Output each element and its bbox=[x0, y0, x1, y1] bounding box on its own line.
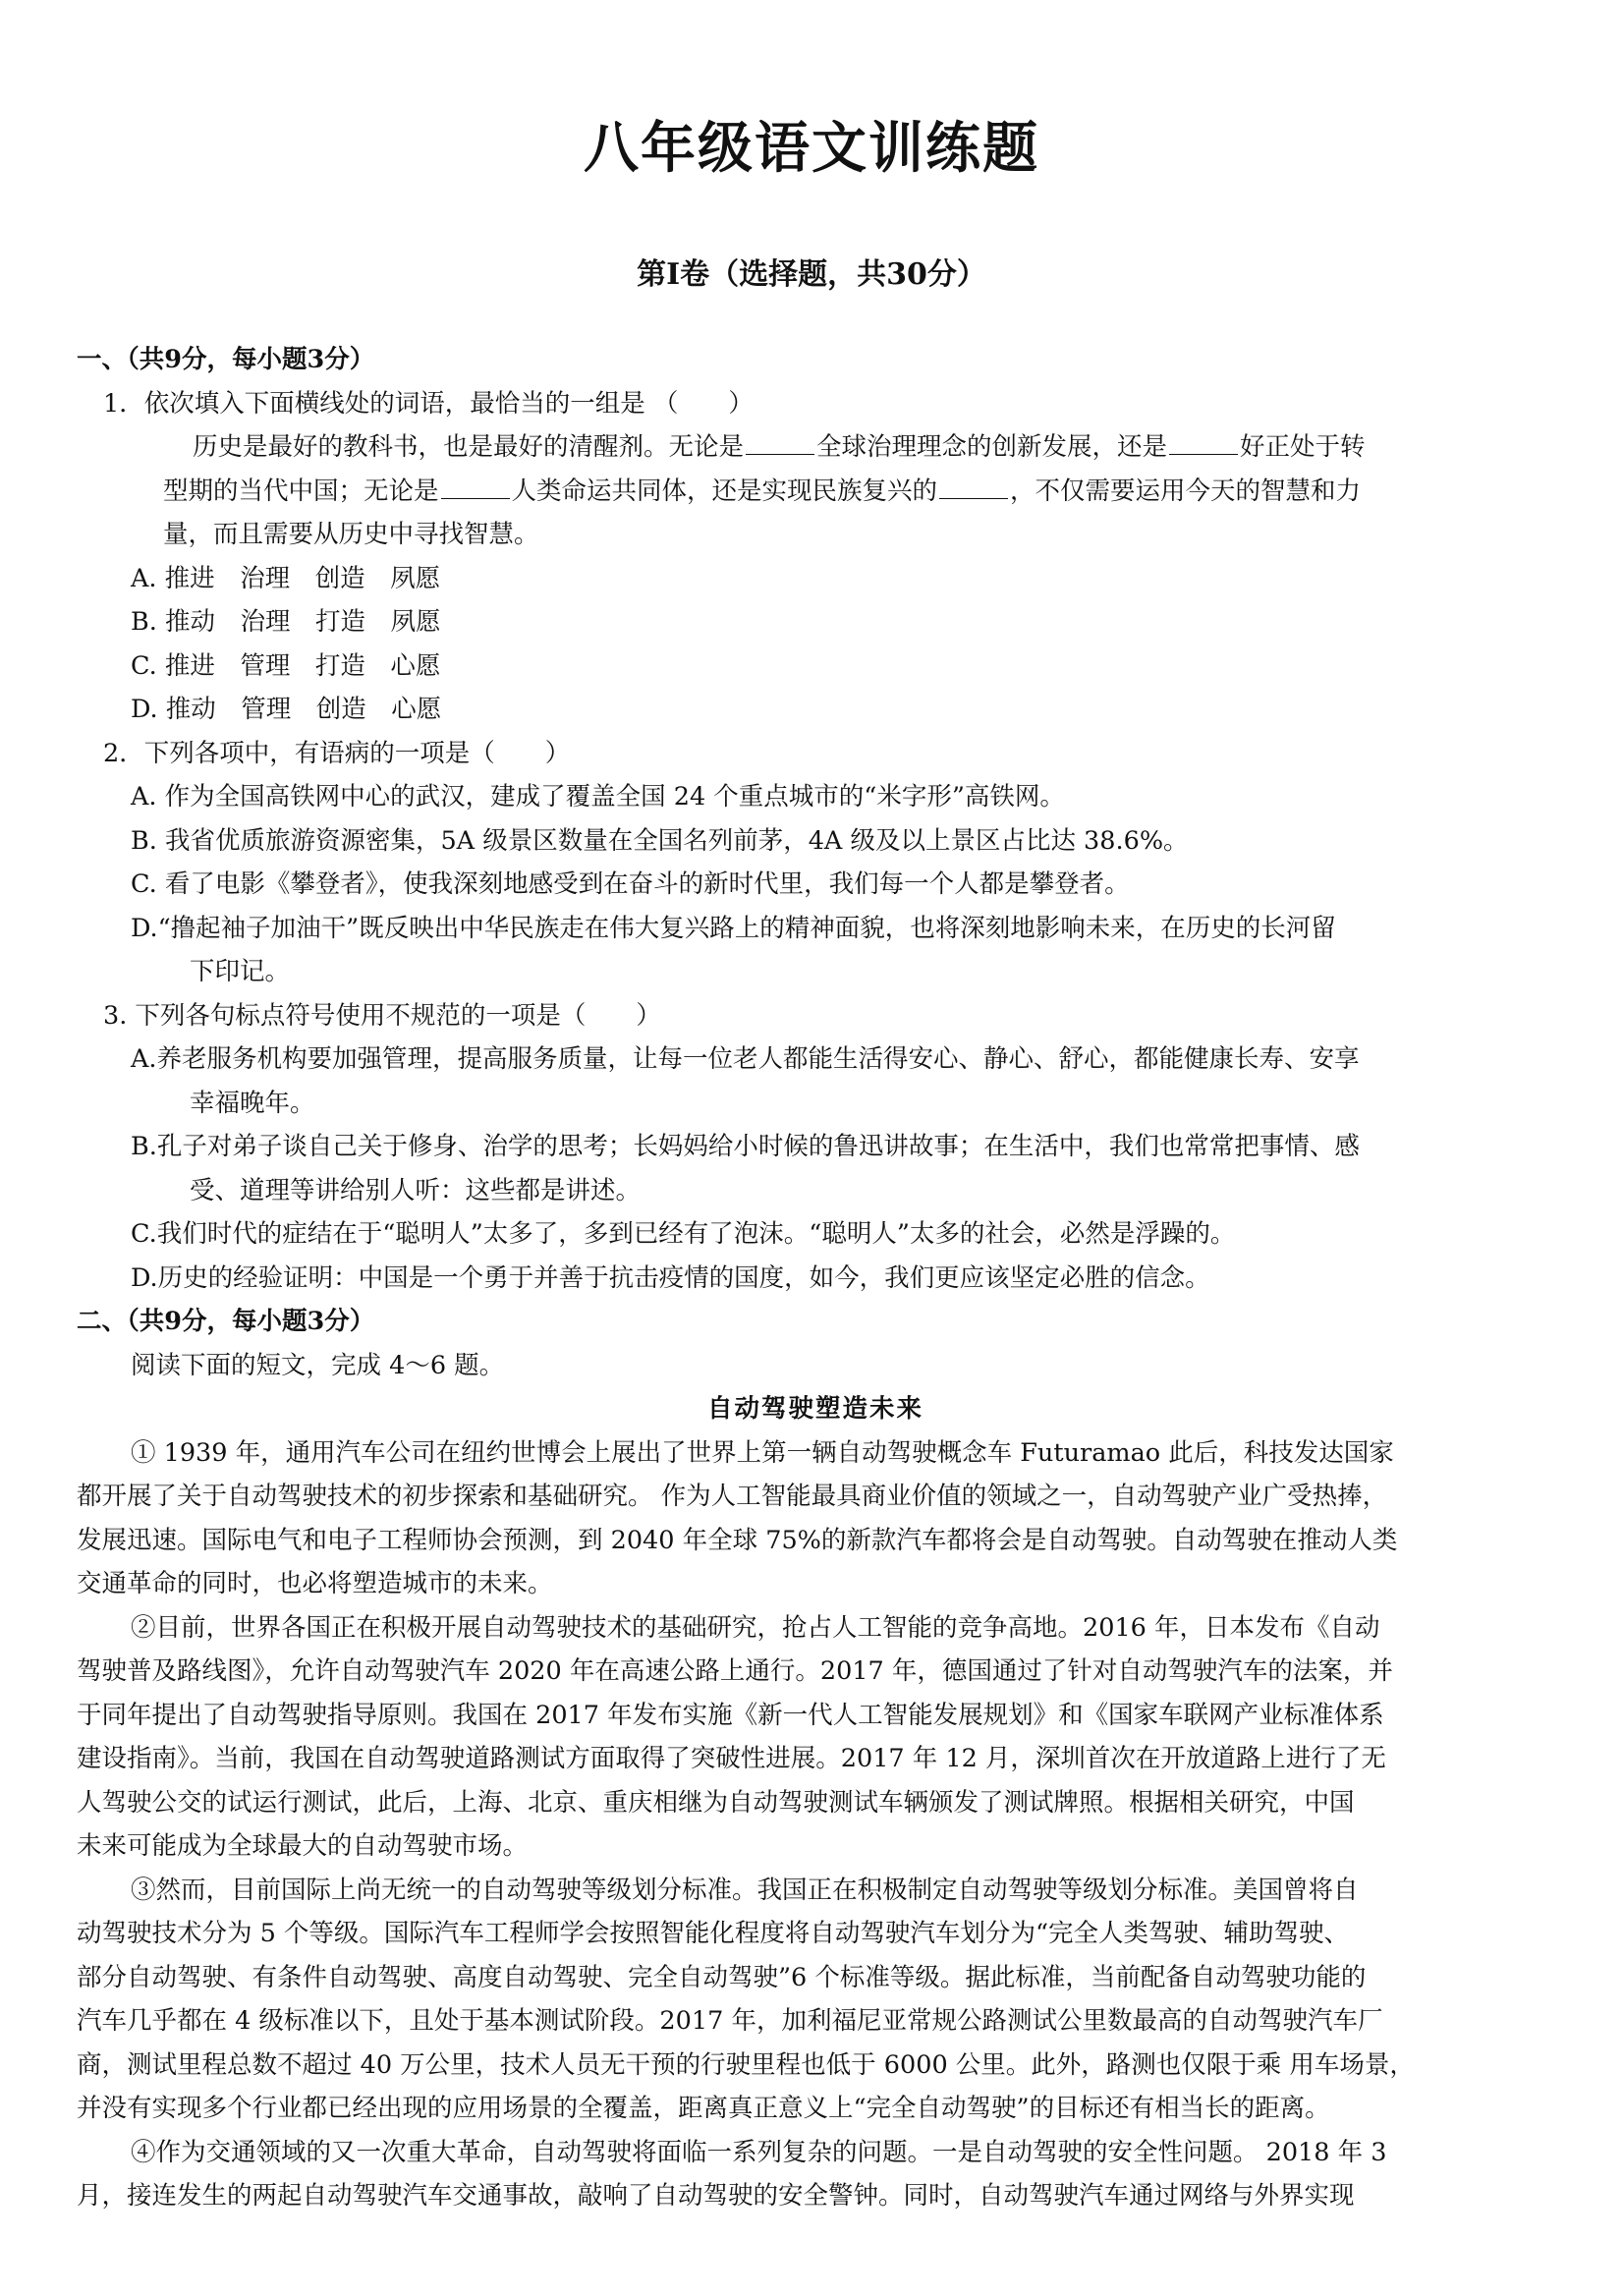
exam-content bbox=[77, 338, 1554, 2218]
option-continuation: 受、道理等讲给别人听：这些都是讲述。 bbox=[190, 1175, 642, 1205]
article-paragraph-line: 月，接连发生的两起自动驾驶汽车交通事故，敲响了自动驾驶的安全警钟。同时，自动驾驶汽车通过网络与外界实现 bbox=[77, 2181, 1355, 2211]
option: B. 我省优质旅游资源密集，5A 级景区数量在全国名列前茅，4A 级及以上景区占比达 38.6%。 bbox=[131, 825, 1189, 856]
article-paragraph-line: ④作为交通领域的又一次重大革命，自动驾驶将面临一系列复杂的问题。一是自动驾驶的安全性问题。 2018 年 3 bbox=[131, 2137, 1387, 2167]
option: C.我们时代的症结在于“聪明人”太多了，多到已经有了泡沫。“聪明人”太多的社会，必然是浮躁的。 bbox=[131, 1219, 1236, 1249]
question-3-stem: 3. 下列各句标点符号使用不规范的一项是（ ） bbox=[103, 1000, 661, 1031]
option-continuation: 下印记。 bbox=[190, 957, 291, 986]
article-body bbox=[77, 1431, 1554, 2218]
option: A. 推进 治理 创造 夙愿 bbox=[131, 563, 441, 593]
article-title: 自动驾驶塑造未来 bbox=[706, 1394, 923, 1424]
question-2-stem: 2．下列各项中，有语病的一项是（ ） bbox=[103, 738, 571, 768]
article-paragraph-line: 动驾驶技术分为 5 个等级。国际汽车工程师学会按照智能化程度将自动驾驶汽车划分为“完全人类驾驶、辅助驾驶、 bbox=[77, 1919, 1349, 1948]
article-paragraph-line: 未来可能成为全球最大的自动驾驶市场。 bbox=[77, 1831, 529, 1861]
article-paragraph-line: 驾驶普及路线图》，允许自动驾驶汽车 2020 年在高速公路上通行。2017 年，德国通过了针对自动驾驶汽车的法案，并 bbox=[77, 1656, 1393, 1686]
article-paragraph-line: 部分自动驾驶、有条件自动驾驶、高度自动驾驶、完全自动驾驶”6 个标准等级。据此标准，当前配备自动驾驶功能的 bbox=[77, 1962, 1367, 1992]
article-paragraph-line: 发展迅速。国际电气和电子工程师协会预测，到 2040 年全球 75%的新款汽车都将会是自动驾驶。自动驾驶在推动人类 bbox=[77, 1525, 1398, 1555]
option: C. 看了电影《攀登者》，使我深刻地感受到在奋斗的新时代里，我们每一个人都是攀登者。 bbox=[131, 869, 1130, 899]
question-1-stem: 1．依次填入下面横线处的词语，最恰当的一组是 （ ） bbox=[103, 388, 754, 419]
option: B.孔子对弟子谈自己关于修身、治学的思考；长妈妈给小时候的鲁迅讲故事；在生活中，我们也常常把事情、感 bbox=[131, 1132, 1360, 1161]
question-1-passage-line: 历史是最好的教科书，也是最好的清醒剂。无论是 全球治理理念的创新发展，还是 好正处于转 bbox=[77, 425, 1554, 470]
section-heading: 二、（共9分，每小题3分） bbox=[77, 1307, 375, 1336]
article-paragraph-line: 人驾驶公交的试运行测试，此后，上海、北京、重庆相继为自动驾驶测试车辆颁发了测试牌照。根据相关研究，中国 bbox=[77, 1787, 1355, 1818]
article-paragraph-line: ②目前，世界各国正在积极开展自动驾驶技术的基础研究，抢占人工智能的竞争高地。2016 年，日本发布《自动 bbox=[131, 1612, 1380, 1643]
option: D.“撸起袖子加油干”既反映出中华民族走在伟大复兴路上的精神面貌，也将深刻地影响未来，在历史的长河留 bbox=[131, 913, 1336, 943]
article-paragraph-line: 建设指南》。当前，我国在自动驾驶道路测试方面取得了突破性进展。2017 年 12 月，深圳首次在开放道路上进行了无 bbox=[77, 1744, 1386, 1773]
section-heading: 一、（共9分，每小题3分） bbox=[77, 345, 375, 374]
option: D.历史的经验证明：中国是一个勇于并善于抗击疫情的国度，如今，我们更应该坚定必胜的信念。 bbox=[131, 1262, 1210, 1293]
option: A. 作为全国高铁网中心的武汉，建成了覆盖全国 24 个重点城市的“米字形”高铁网。 bbox=[131, 782, 1065, 812]
article-paragraph-line: 于同年提出了自动驾驶指导原则。我国在 2017 年发布实施《新一代人工智能发展规划》和《国家车联网产业标准体系 bbox=[77, 1700, 1384, 1730]
option: B. 推动 治理 打造 夙愿 bbox=[131, 607, 441, 637]
article-paragraph-line: 商，测试里程总数不超过 40 万公里，技术人员无干预的行驶里程也低于 6000 公里。此外，路测也仅限于乘 用车场景， bbox=[77, 2049, 1415, 2080]
question-1-passage-line: 型期的当代中国；无论是 人类命运共同体，还是实现民族复兴的 ，不仅需要运用今天的智慧和力 bbox=[77, 470, 1554, 514]
option: C. 推进 管理 打造 心愿 bbox=[131, 650, 441, 681]
answer-blank bbox=[746, 428, 814, 455]
page-title: 八年级语文训练题 bbox=[584, 116, 1039, 181]
article-paragraph-line: 汽车几乎都在 4 级标准以下，且处于基本测试阶段。2017 年，加利福尼亚常规公路测试公里数最高的自动驾驶汽车厂 bbox=[77, 2006, 1383, 2036]
option-continuation: 幸福晚年。 bbox=[190, 1088, 315, 1118]
question-1-passage-line: 量，而且需要从历史中寻找智慧。 bbox=[163, 520, 539, 549]
article-paragraph-line: ① 1939 年，通用汽车公司在纽约世博会上展出了世界上第一辆自动驾驶概念车 Futuramao 此后，科技发达国家 bbox=[131, 1437, 1394, 1468]
answer-blank bbox=[939, 473, 1008, 499]
article-paragraph-line: 都开展了关于自动驾驶技术的初步探索和基础研究。 作为人工智能最具商业价值的领域之一，自动驾驶产业广受热捧， bbox=[77, 1482, 1388, 1511]
option: D. 推动 管理 创造 心愿 bbox=[131, 695, 442, 724]
option: A.养老服务机构要加强管理，提高服务质量，让每一位老人都能生活得安心、静心、舒心，都能健康长寿、安享 bbox=[131, 1044, 1360, 1074]
article-paragraph-line: 交通革命的同时，也必将塑造城市的未来。 bbox=[77, 1569, 553, 1598]
paper-subtitle: 第Ⅰ卷（选择题，共30分） bbox=[637, 257, 986, 292]
article-paragraph-line: 并没有实现多个行业都已经出现的应用场景的全覆盖，距离真正意义上“完全自动驾驶”的目标还有相当长的距离。 bbox=[77, 2094, 1330, 2123]
answer-blank bbox=[441, 473, 510, 499]
reading-instruction: 阅读下面的短文，完成 4～6 题。 bbox=[131, 1350, 505, 1380]
answer-blank bbox=[1169, 428, 1238, 455]
article-paragraph-line: ③然而，目前国际上尚无统一的自动驾驶等级划分标准。我国正在积极制定自动驾驶等级划分标准。美国曾将自 bbox=[131, 1875, 1359, 1905]
